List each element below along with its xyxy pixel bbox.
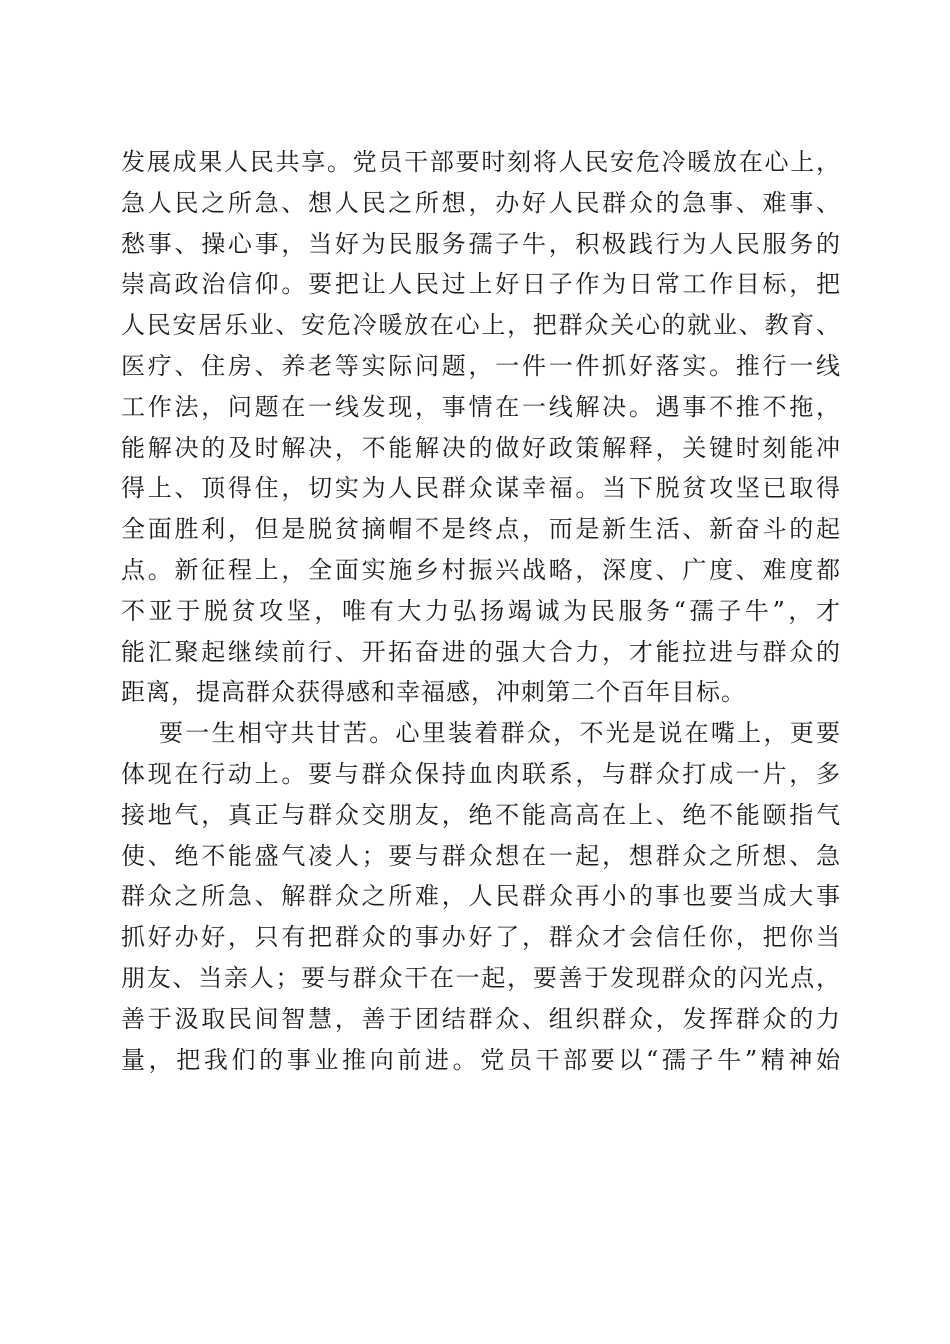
text-line: 全面胜利，但是脱贫摘帽不是终点，而是新生活、新奋斗的起 <box>121 515 841 544</box>
document-body <box>121 142 841 1080</box>
text-line: 群众之所急、解群众之所难，人民群众再小的事也要当成大事 <box>121 882 841 911</box>
text-line: 善于汲取民间智慧，善于团结群众、组织群众，发挥群众的力 <box>121 1004 841 1033</box>
text-line: 距离，提高群众获得感和幸福感，冲刺第二个百年目标。 <box>121 678 746 707</box>
text-line: 不亚于脱贫攻坚，唯有大力弘扬竭诚为民服务“孺子牛”，才 <box>121 596 841 625</box>
text-line: 体现在行动上。要与群众保持血肉联系，与群众打成一片，多 <box>121 759 841 788</box>
text-line: 能解决的及时解决，不能解决的做好政策解释，关键时刻能冲 <box>121 433 841 462</box>
text-line: 人民安居乐业、安危冷暖放在心上，把群众关心的就业、教育、 <box>121 311 841 340</box>
text-line: 发展成果人民共享。党员干部要时刻将人民安危冷暖放在心上， <box>121 148 841 176</box>
text-line: 崇高政治信仰。要把让人民过上好日子作为日常工作目标，把 <box>121 270 841 299</box>
text-line: 量，把我们的事业推向前进。党员干部要以“孺子牛”精神始 <box>121 1045 841 1074</box>
text-line: 抓好办好，只有把群众的事办好了，群众才会信任你，把你当 <box>121 923 841 952</box>
text-line: 能汇聚起继续前行、开拓奋进的强大合力，才能拉进与群众的 <box>121 637 841 666</box>
text-line: 得上、顶得住，切实为人民群众谋幸福。当下脱贫攻坚已取得 <box>121 474 841 503</box>
text-line: 工作法，问题在一线发现，事情在一线解决。遇事不推不拖， <box>121 392 841 421</box>
text-line: 朋友、当亲人；要与群众干在一起，要善于发现群众的闪光点， <box>121 963 841 992</box>
text-line: 要一生相守共甘苦。心里装着群众，不光是说在嘴上，更要 <box>159 719 841 748</box>
text-line: 使、绝不能盛气凌人；要与群众想在一起，想群众之所想、急 <box>121 841 841 870</box>
text-line: 点。新征程上，全面实施乡村振兴战略，深度、广度、难度都 <box>121 555 841 584</box>
text-line: 急人民之所急、想人民之所想，办好人民群众的急事、难事、 <box>121 188 841 217</box>
text-line: 医疗、住房、养老等实际问题，一件一件抓好落实。推行一线 <box>121 351 841 380</box>
text-line: 愁事、操心事，当好为民服务孺子牛，积极践行为人民服务的 <box>121 229 841 258</box>
text-line: 接地气，真正与群众交朋友，绝不能高高在上、绝不能颐指气 <box>121 800 841 829</box>
